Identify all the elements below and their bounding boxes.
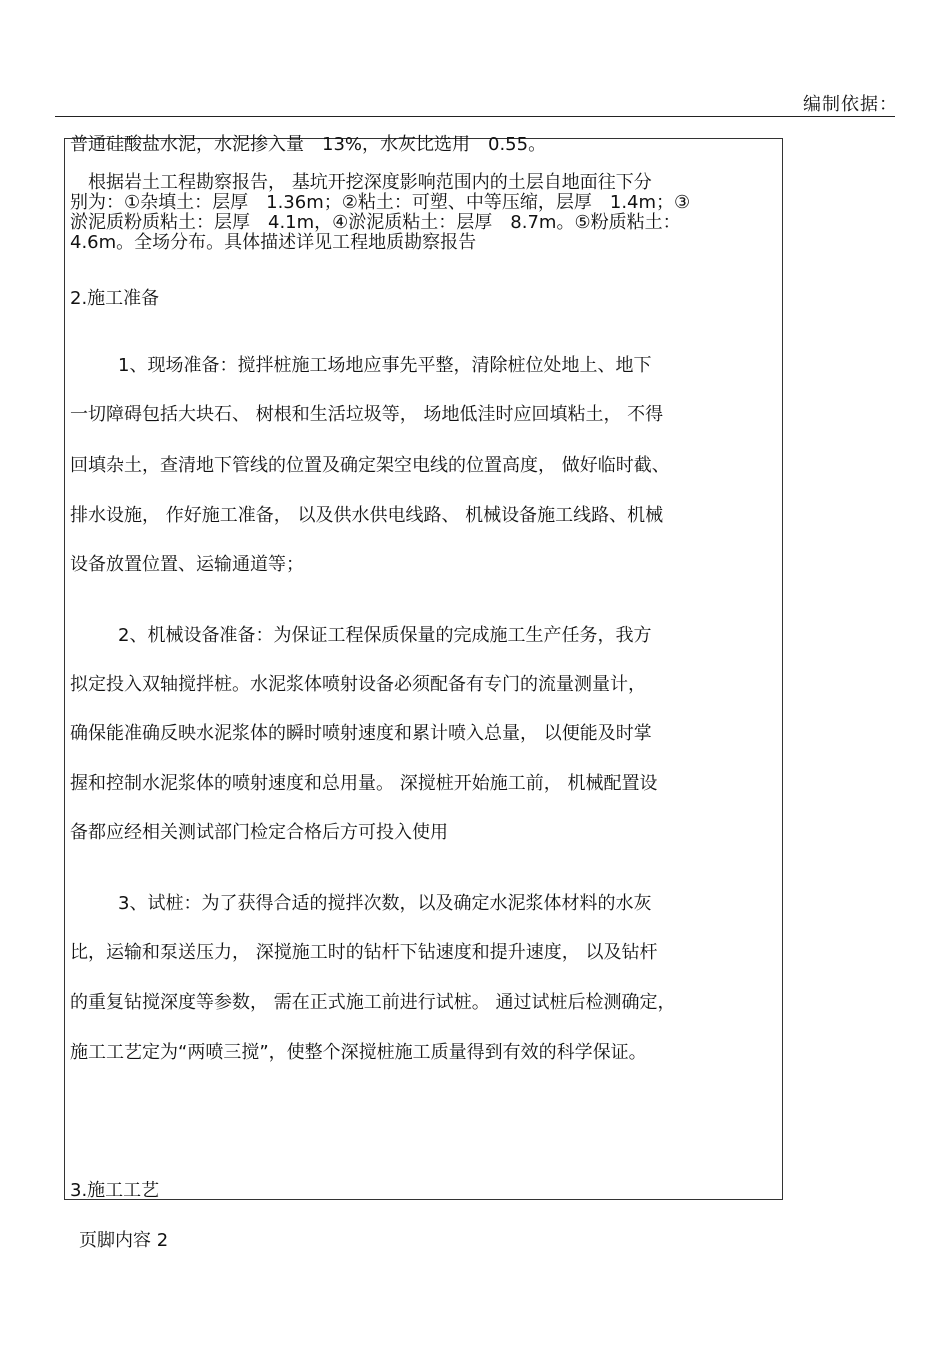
site-prep-line-5: 设备放置位置、运输通道等；: [70, 554, 304, 575]
test-pile-line-1: 3、试桩：为了获得合适的搅拌次数，以及确定水泥浆体材料的水灰: [118, 893, 652, 914]
intro-line-5: 4.6m。全场分布。具体描述详见工程地质勘察报告: [70, 232, 477, 253]
intro-line-2: 根据岩土工程勘察报告， 基坑开挖深度影响范围内的土层自地面往下分: [70, 172, 652, 193]
header-rule: [55, 116, 895, 117]
intro-line-3: 别为：①杂填土：层厚 1.36m；②粘土：可塑、中等压缩，层厚 1.4m；③: [70, 192, 691, 213]
equipment-prep-line-3: 确保能准确反映水泥浆体的瞬时喷射速度和累计喷入总量， 以便能及时掌: [70, 723, 652, 744]
intro-line-1: 普通硅酸盐水泥，水泥掺入量 13%，水灰比选用 0.55。: [70, 134, 547, 155]
site-prep-line-4: 排水设施， 作好施工准备， 以及供水供电线路、 机械设备施工线路、机械: [70, 505, 664, 526]
footer-text: 页脚内容 2: [79, 1230, 169, 1251]
section-2-heading: 2.施工准备: [70, 288, 160, 309]
intro-line-4: 淤泥质粉质粘土：层厚 4.1m，④淤泥质粘土：层厚 8.7m。⑤粉质粘土：: [70, 212, 681, 233]
site-prep-line-2: 一切障碍包括大块石、 树根和生活垃圾等， 场地低洼时应回填粘土， 不得: [70, 404, 664, 425]
equipment-prep-line-1: 2、机械设备准备：为保证工程保质保量的完成施工生产任务，我方: [118, 625, 652, 646]
content-box: [64, 134, 783, 1200]
test-pile-line-3: 的重复钻搅深度等参数， 需在正式施工前进行试桩。 通过试桩后检测确定，: [70, 992, 676, 1013]
equipment-prep-line-4: 握和控制水泥浆体的喷射速度和总用量。 深搅桩开始施工前， 机械配置设: [70, 773, 658, 794]
section-3-heading: 3.施工工艺: [70, 1180, 160, 1201]
equipment-prep-line-2: 拟定投入双轴搅拌桩。水泥浆体喷射设备必须配备有专门的流量测量计，: [70, 674, 646, 695]
test-pile-line-4: 施工工艺定为“两喷三搅”，使整个深搅桩施工质量得到有效的科学保证。: [70, 1042, 647, 1063]
test-pile-line-2: 比，运输和泵送压力， 深搅施工时的钻杆下钻速度和提升速度， 以及钻杆: [70, 942, 658, 963]
site-prep-line-1: 1、现场准备：搅拌桩施工场地应事先平整，清除桩位处地上、地下: [118, 355, 652, 376]
site-prep-line-3: 回填杂土，查清地下管线的位置及确定架空电线的位置高度， 做好临时截、: [70, 455, 670, 476]
equipment-prep-line-5: 备都应经相关测试部门检定合格后方可投入使用: [70, 822, 448, 843]
header-label: 编制依据：: [803, 94, 898, 115]
